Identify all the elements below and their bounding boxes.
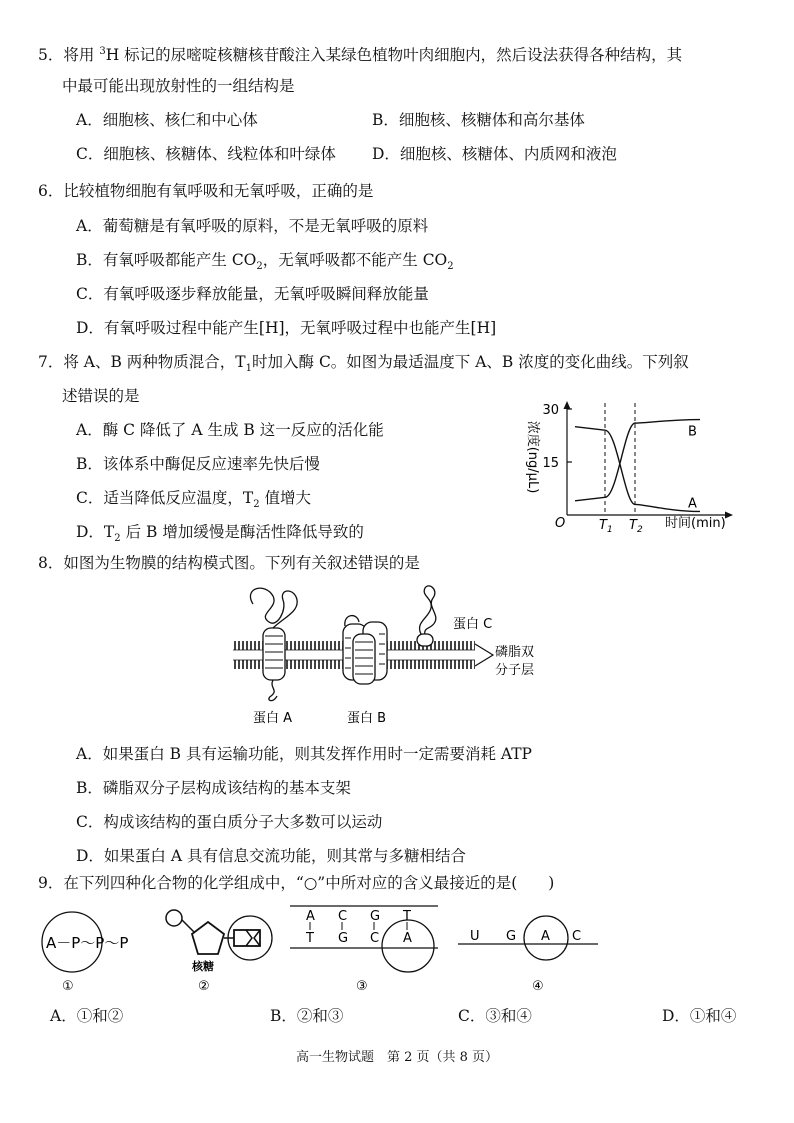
q6-option-b[interactable]: B．有氧呼吸都能产生 $CO_2$，无氧呼吸都不能产生 $CO_2$	[76, 251, 454, 273]
series-line-B	[575, 420, 700, 501]
q7-option-a[interactable]: A．酶 C 降低了 A 生成 B 这一反应的活化能	[76, 421, 384, 439]
q9-option-a[interactable]: A．①和②	[50, 1007, 124, 1025]
q7-option-d[interactable]: D．$T_2$ 后 B 增加缓慢是酶活性降低导致的	[76, 523, 364, 545]
fig3-bottom-1: T	[306, 931, 314, 946]
figure-2-nucleotide	[166, 910, 272, 994]
q9-option-c[interactable]: C．③和④	[458, 1007, 532, 1025]
protein-b-shape	[343, 616, 387, 684]
membrane-diagram	[225, 578, 555, 728]
fig4-letter-1: U	[470, 929, 480, 944]
x-tick-label-T1: $T_1$	[599, 518, 613, 535]
fig3-top-2: C	[338, 909, 348, 924]
figure-4-number: ④	[532, 979, 544, 994]
q5-option-b[interactable]: B．细胞核、核糖体和高尔基体	[372, 111, 585, 129]
x-tick-label-T2: $T_2$	[629, 518, 643, 535]
bilayer-pointer	[475, 644, 493, 666]
q5-stem-line2: 中最可能出现放射性的一组结构是	[62, 77, 295, 95]
page-footer: 高一生物试题 第 2 页（共 8 页）	[295, 1050, 499, 1065]
label-protein-c: 蛋白 C	[453, 617, 493, 632]
protein-c-shape	[417, 586, 436, 646]
fig3-top-1: A	[306, 909, 315, 924]
figure-4-rna	[458, 916, 598, 994]
q5-stem-line1: 5．将用 $^3$H 标记的尿嘧啶核糖核苷酸注入某绿色植物叶肉细胞内，然后设法获得各种结构，其	[38, 46, 683, 65]
q6-option-c[interactable]: C．有氧呼吸逐步释放能量，无氧呼吸瞬间释放能量	[76, 285, 429, 303]
q7-stem-line2: 述错误的是	[62, 387, 140, 405]
fig3-bottom-2: G	[338, 931, 349, 946]
figure-3-dna	[290, 906, 438, 994]
x-axis-label: 时间(min)	[665, 516, 726, 531]
q6-stem: 6．比较植物细胞有氧呼吸和无氧呼吸，正确的是	[38, 182, 374, 200]
figure-1-atp	[42, 912, 128, 994]
origin-label: O	[555, 516, 566, 531]
fig3-top-3: G	[370, 909, 381, 924]
q9-stem: 9．在下列四种化合物的化学组成中，“○”中所对应的含义最接近的是( )	[38, 874, 555, 892]
label-bilayer-line2: 分子层	[495, 663, 535, 678]
y-tick-label-30: 30	[542, 403, 559, 418]
q5-option-d[interactable]: D．细胞核、核糖体、内质网和液泡	[372, 145, 617, 163]
q7-stem-line1: 7．将 A、B 两种物质混合，$T_1$时加入酶 C。如图为最适温度下 A、B 浓度的变化曲线。下列叙	[38, 353, 689, 375]
series-label-B: B	[688, 424, 697, 440]
label-bilayer-line1: 磷脂双	[495, 645, 535, 660]
fig3-bottom-4: A	[403, 931, 412, 946]
figure-2-number: ②	[198, 979, 210, 994]
q6-option-a[interactable]: A．葡萄糖是有氧呼吸的原料，不是无氧呼吸的原料	[76, 217, 429, 235]
compounds-figure	[38, 898, 598, 998]
y-axis-label: 浓度(ng/μL)	[525, 420, 540, 494]
label-protein-a: 蛋白 A	[253, 711, 293, 726]
fig3-top-4: T	[403, 909, 411, 924]
chart-axes	[564, 401, 734, 519]
y-tick-label-15: 15	[542, 456, 559, 471]
label-protein-b: 蛋白 B	[347, 711, 387, 726]
figure-2-label: 核糖	[192, 960, 214, 973]
figure-1-text: A－P～P～P	[46, 934, 129, 952]
fig3-bottom-3: C	[370, 931, 380, 946]
concentration-chart	[515, 395, 735, 540]
q9-option-d[interactable]: D．①和④	[662, 1007, 737, 1025]
figure-3-number: ③	[356, 979, 368, 994]
q6-option-d[interactable]: D．有氧呼吸过程中能产生[H]，无氧呼吸过程中也能产生[H]	[76, 319, 497, 337]
q9-option-b[interactable]: B．②和③	[270, 1007, 344, 1025]
q8-option-b[interactable]: B．磷脂双分子层构成该结构的基本支架	[76, 779, 351, 797]
q8-option-a[interactable]: A．如果蛋白 B 具有运输功能，则其发挥作用时一定需要消耗 ATP	[76, 745, 532, 763]
fig4-letter-2: G	[506, 929, 517, 944]
q5-option-a[interactable]: A．细胞核、核仁和中心体	[76, 111, 258, 129]
fig4-letter-4: C	[572, 929, 582, 944]
q8-option-c[interactable]: C．构成该结构的蛋白质分子大多数可以运动	[76, 813, 383, 831]
q8-stem: 8．如图为生物膜的结构模式图。下列有关叙述错误的是	[38, 554, 420, 572]
q5-option-c[interactable]: C．细胞核、核糖体、线粒体和叶绿体	[76, 145, 336, 163]
figure-1-number: ①	[62, 979, 74, 994]
series-label-A: A	[688, 496, 697, 512]
fig4-letter-3: A	[541, 929, 550, 944]
q7-option-b[interactable]: B．该体系中酶促反应速率先快后慢	[76, 455, 320, 473]
q7-option-c[interactable]: C．适当降低反应温度，$T_2$ 值增大	[76, 489, 312, 511]
q8-option-d[interactable]: D．如果蛋白 A 具有信息交流功能，则其常与多糖相结合	[76, 847, 466, 865]
